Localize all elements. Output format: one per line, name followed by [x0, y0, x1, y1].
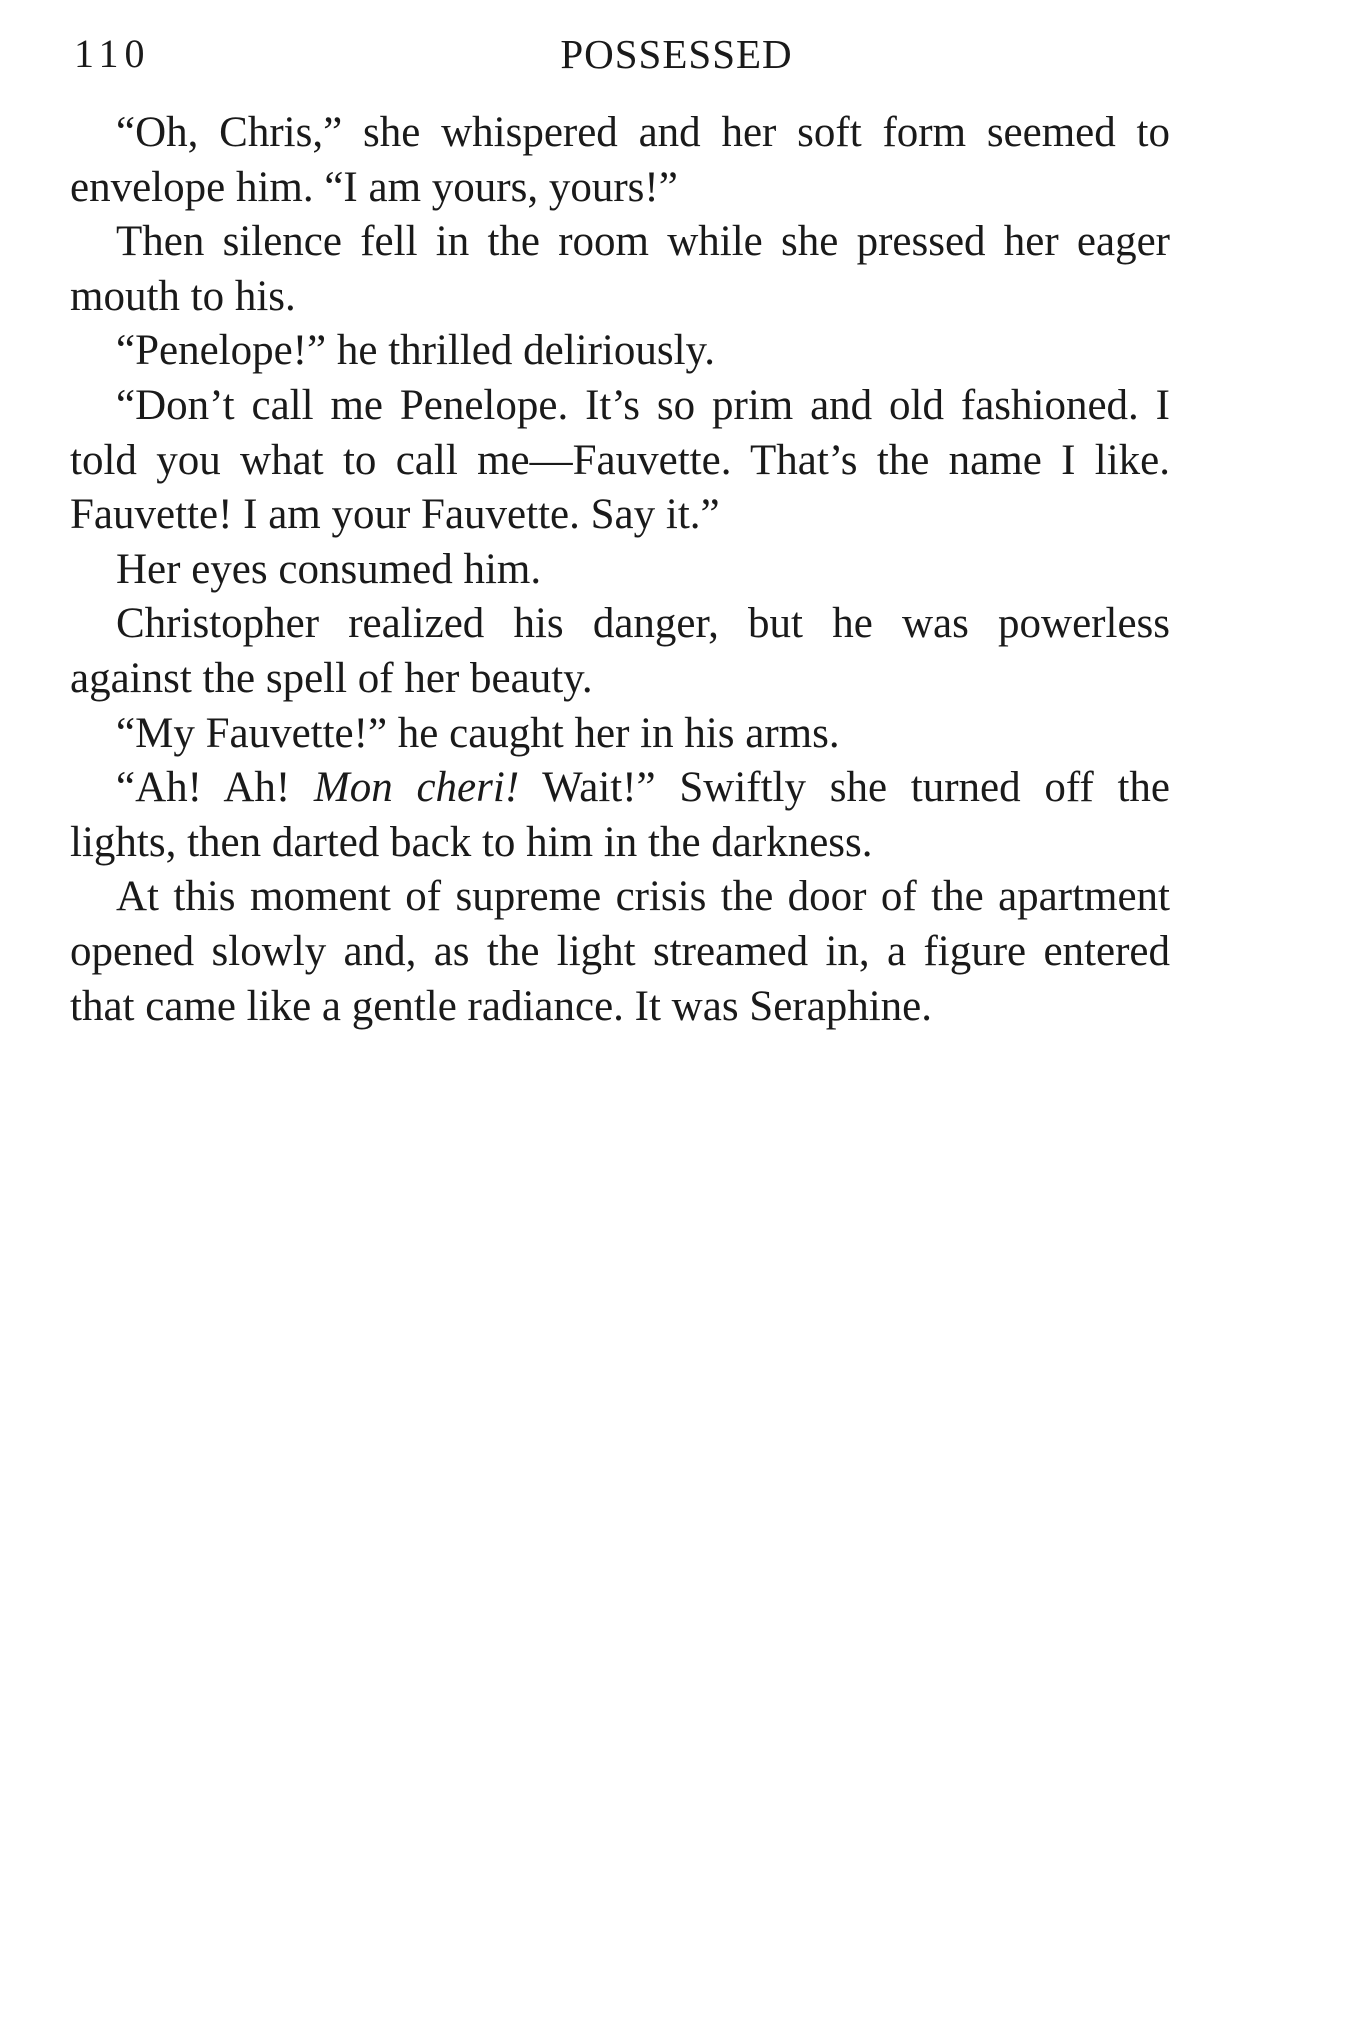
paragraph: “My Fauvette!” he caught her in his arms. — [116, 709, 840, 757]
paragraph: “Oh, Chris,” she whispered and her soft form seemed to envelope him. “I am yours, yours!” — [70, 109, 1170, 211]
paragraph: At this moment of supreme crisis the door of the apartment opened slowly and, as the light streamed in, a figure entered that came like a gentle radiance. It was Seraphine. — [70, 873, 1170, 1030]
paragraph: Then silence fell in the room while she pressed her eager mouth to his. — [70, 218, 1170, 320]
running-title: POSSESSED — [560, 31, 793, 77]
paragraph: Her eyes consumed him. — [116, 545, 542, 593]
body-text — [70, 106, 1170, 1034]
paragraph: “Don’t call me Penelope. It’s so prim and old fashioned. I told you what to call me—Fauvette. That’s the name I like. Fauvette! I am your Fauvette. Say it.” — [70, 381, 1170, 539]
paragraph-text: “Ah! Ah! — [116, 764, 314, 812]
paragraph — [70, 761, 1170, 870]
italic-phrase: Mon cheri! — [313, 764, 520, 812]
page-number: 110 — [74, 31, 151, 76]
paragraph: “Penelope!” he thrilled deliriously. — [116, 327, 716, 375]
paragraph: Christopher realized his danger, but he was powerless against the spell of her beauty. — [70, 600, 1170, 702]
paragraph-text: Wait!” Swiftly she turned off the lights, then darted back to him in the darkness. — [70, 764, 1170, 866]
